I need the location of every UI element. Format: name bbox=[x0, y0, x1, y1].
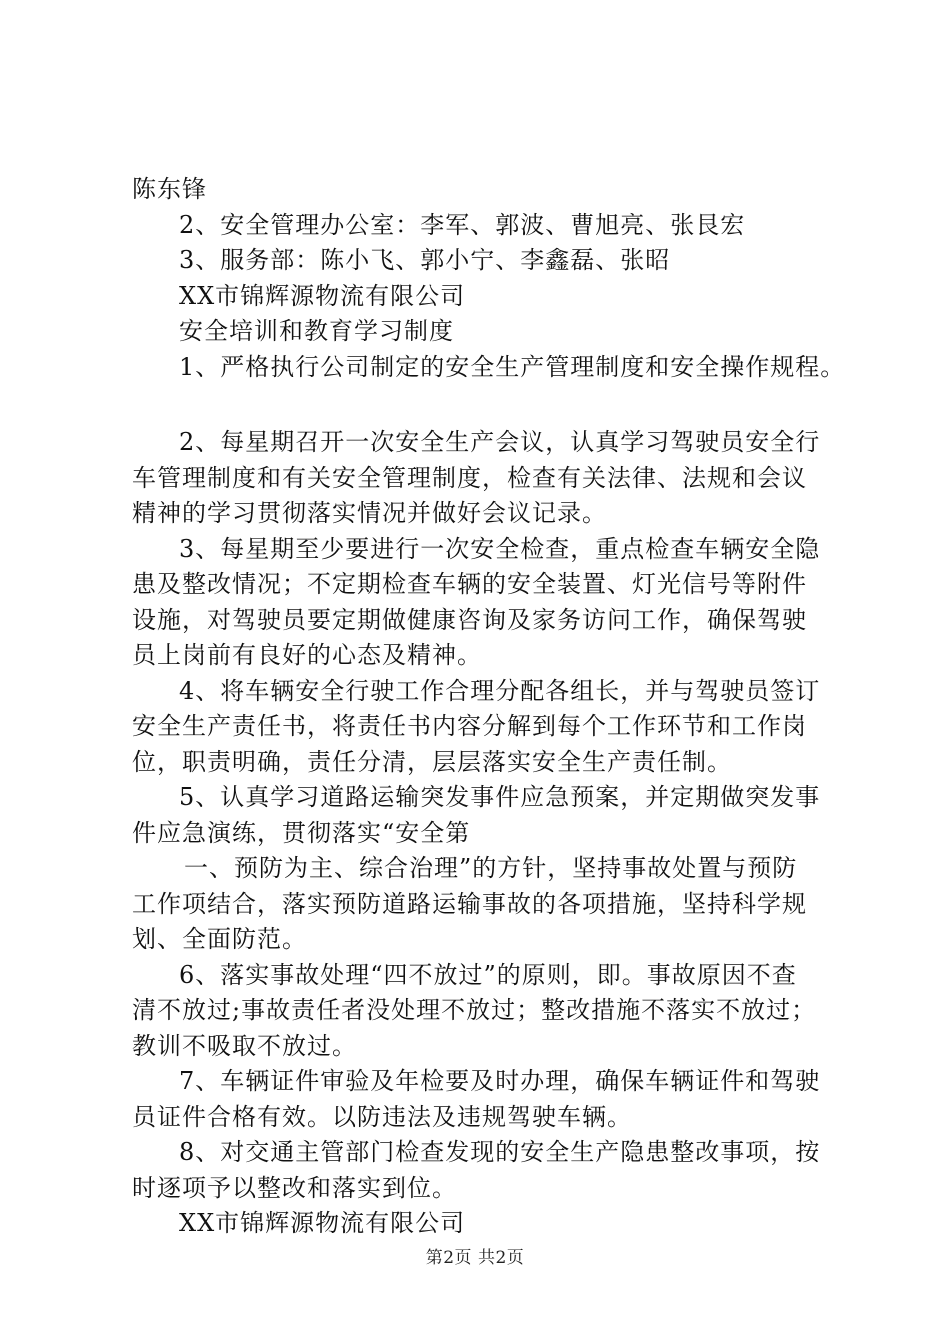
text-line: 清不放过;事故责任者没处理不放过；整改措施不落实不放过； bbox=[132, 996, 817, 1024]
text-line: 位，职责明确，责任分清，层层落实安全生产责任制。 bbox=[132, 747, 732, 776]
document-body bbox=[132, 172, 846, 1242]
paragraph-spacer bbox=[132, 385, 838, 425]
text-line: 工作项结合，落实预防道路运输事故的各项措施，坚持科学规 bbox=[132, 889, 807, 918]
text-line: 车管理制度和有关安全管理制度，检查有关法律、法规和会议 bbox=[132, 463, 807, 492]
text-line: 员证件合格有效。以防违法及违规驾驶车辆。 bbox=[132, 1102, 632, 1131]
text-line: 3、服务部：陈小飞、郭小宁、李鑫磊、张昭 bbox=[179, 246, 671, 274]
company-signature: XX市锦辉源物流有限公司 bbox=[179, 1209, 466, 1237]
text-line: 时逐项予以整改和落实到位。 bbox=[132, 1173, 457, 1202]
text-line: 6、落实事故处理“四不放过”的原则，即。事故原因不查 bbox=[179, 960, 797, 989]
section-title: 安全培训和教育学习制度 bbox=[179, 317, 454, 345]
text-line: 设施，对驾驶员要定期做健康咨询及家务访问工作，确保驾驶 bbox=[132, 605, 807, 634]
text-line: 精神的学习贯彻落实情况并做好会议记录。 bbox=[132, 499, 607, 527]
text-line: 件应急演练，贯彻落实“安全第 bbox=[132, 818, 471, 847]
text-line: 3、每星期至少要进行一次安全检查，重点检查车辆安全隐 bbox=[179, 534, 821, 563]
text-line: 教训不吸取不放过。 bbox=[132, 1031, 357, 1060]
text-line: 5、认真学习道路运输突发事件应急预案，并定期做突发事 bbox=[179, 783, 821, 811]
text-line: 7、车辆证件审验及年检要及时办理，确保车辆证件和驾驶 bbox=[179, 1067, 821, 1095]
text-line: 2、每星期召开一次安全生产会议，认真学习驾驶员安全行 bbox=[179, 428, 821, 456]
text-line: 一、预防为主、综合治理”的方针，坚持事故处置与预防 bbox=[184, 854, 798, 882]
text-line: 安全生产责任书，将责任书内容分解到每个工作环节和工作岗 bbox=[132, 712, 807, 740]
text-line: 4、将车辆安全行驶工作合理分配各组长，并与驾驶员签订 bbox=[179, 676, 821, 705]
text-line: 划、全面防范。 bbox=[132, 925, 307, 953]
text-line: 员上岗前有良好的心态及精神。 bbox=[132, 641, 482, 669]
text-line: 1、严格执行公司制定的安全生产管理制度和安全操作规程。 bbox=[179, 352, 846, 381]
text-line: 患及整改情况；不定期检查车辆的安全装置、灯光信号等附件 bbox=[132, 570, 807, 598]
company-name: XX市锦辉源物流有限公司 bbox=[179, 281, 466, 310]
text-line: 2、安全管理办公室：李军、郭波、曹旭亮、张艮宏 bbox=[179, 210, 746, 239]
page-number-footer: 第2页 共2页 bbox=[425, 1248, 525, 1268]
text-line: 陈东锋 bbox=[132, 175, 207, 203]
text-line: 8、对交通主管部门检查发现的安全生产隐患整改事项，按 bbox=[179, 1138, 821, 1166]
